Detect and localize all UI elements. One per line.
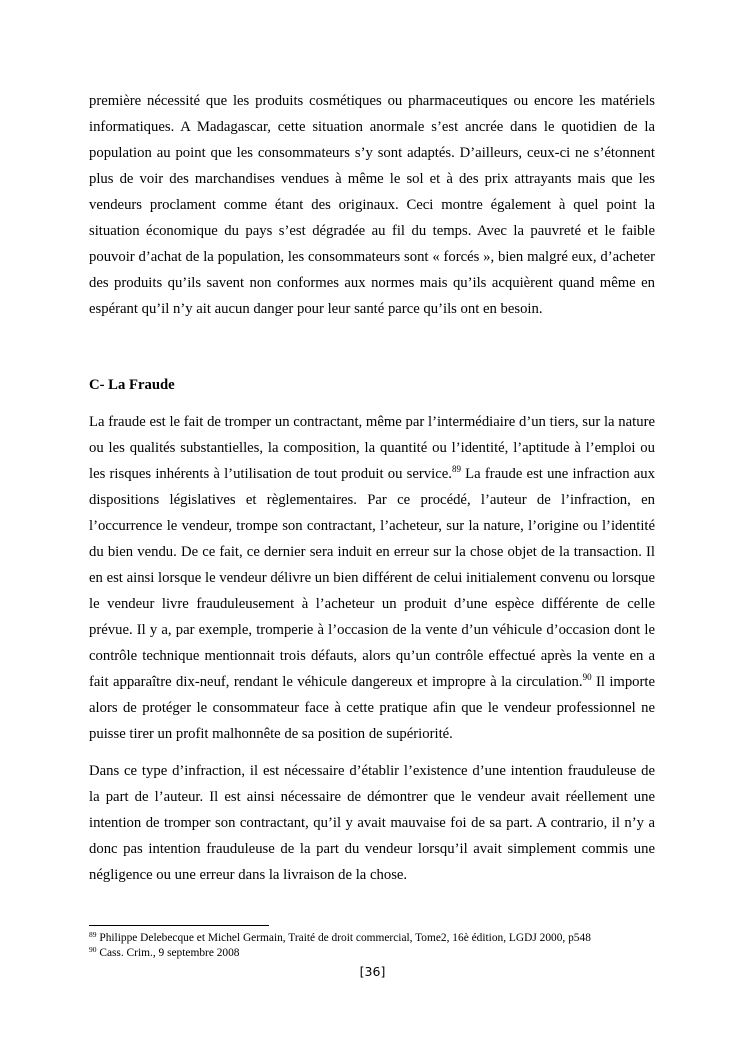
footnote-text: Philippe Delebecque et Michel Germain, Traité de droit commercial, Tome2, 16è édition, LGDJ 2000, p548: [99, 932, 591, 944]
section-heading: C- La Fraude: [89, 377, 175, 393]
paragraph-2-part-c: Il importe alors de protéger le consommateur face à cette pratique afin que le vendeur professionnel ne puisse tirer un profit malhonnête de sa position de supériorité.: [89, 674, 656, 742]
footnote-ref-89[interactable]: 89: [451, 464, 461, 474]
footnotes: [89, 931, 689, 961]
footnote-number: 89: [89, 930, 97, 939]
footnote-90: [89, 946, 689, 961]
paragraph-3: Dans ce type d’infraction, il est nécessaire d’établir l’existence d’une intention frauduleuse de la part de l’auteur. Il est ainsi nécessaire de démontrer que le vendeur avait réellement une intention de tromper son contractant, qu’il y avait mauvaise foi de sa part. A contrario, il n’y a donc pas intention frauduleuse de la part du vendeur lorsqu’il avait simplement commis une négligence ou une erreur dans la livraison de la chose.: [89, 763, 655, 883]
footnote-text: Cass. Crim., 9 septembre 2008: [96, 947, 240, 959]
footnote-89: [89, 931, 689, 946]
paragraph-2-part-b: La fraude est une infraction aux dispositions législatives et règlementaires. Par ce procédé, l’auteur de l’infraction, en l’occurrence le vendeur, trompe son contractant, l’acheteur, sur la nature, l’origine ou l’identité du bien vendu. De ce fait, ce dernier sera induit en erreur sur la chose objet de la transaction. Il en est ainsi lorsque le vendeur délivre un bien différent de celui initialement convenu ou lorsque le vendeur livre frauduleusement à l’acheteur un produit d’une espèce différente de celle prévue. Il y a, par exemple, tromperie à l’occasion de la vente d’un véhicule d’occasion dont le contrôle technique mentionnait trois défauts, alors qu’un contrôle effectué après la vente en a fait apparaître dix-neuf, rendant le véhicule dangereux et impropre à la circulation.: [89, 466, 655, 690]
paragraph-2: [89, 409, 655, 747]
paragraph-1: première nécessité que les produits cosmétiques ou pharmaceutiques ou encore les matériels informatiques. A Madagascar, cette situation anormale s’est ancrée dans le quotidien de la population au point que les consommateurs s’y sont adaptés. D’ailleurs, ceux-ci ne s’étonnent plus de voir des marchandises vendues à même le sol et à des prix attrayants mais que les vendeurs proclament comme étant des originaux. Ceci montre également à quel point la situation économique du pays s’est dégradée au fil du temps. Avec la pauvreté et le faible pouvoir d’achat de la population, les consommateurs sont « forcés », bien malgré eux, d’acheter des produits qu’ils savent non conformes aux normes mais qu’ils acquièrent quand même en espérant qu’il n’y ait aucun danger pour leur santé parce qu’ils ont en besoin.: [89, 93, 655, 317]
footnote-number: 90: [89, 945, 97, 954]
page-number: [36]: [359, 964, 386, 979]
footnote-ref-90[interactable]: 90: [582, 672, 592, 682]
footnote-separator: [89, 925, 269, 926]
body-text: [89, 88, 655, 888]
paragraph-2-part-a: La fraude est le fait de tromper un contractant, même par l’intermédiaire d’un tiers, sur la nature ou les qualités substantielles, la composition, la quantité ou l’identité, l’aptitude à l’emploi ou les risques inhérents à l’utilisation de tout produit ou service.: [89, 414, 655, 482]
